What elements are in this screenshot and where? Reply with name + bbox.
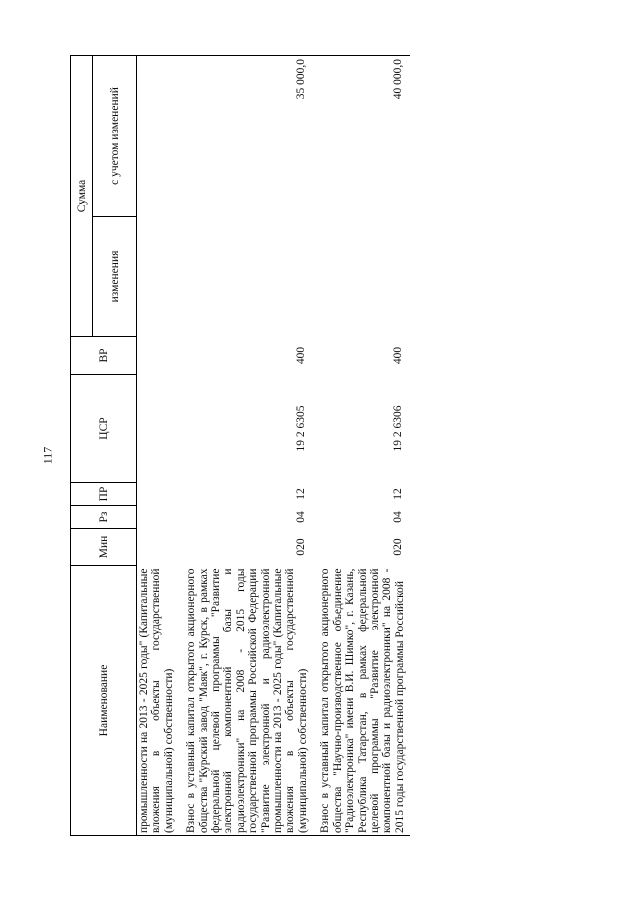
table-row bbox=[137, 55, 180, 835]
row-total: 40 000,0 bbox=[313, 55, 410, 216]
header-s-uchetom: с учетом изменений bbox=[93, 55, 137, 216]
row-vr bbox=[137, 337, 180, 375]
row-min bbox=[137, 529, 180, 566]
row-name: Взнос в уставный капитал открытого акционерного общества "Научно-производственное объединение "Радиоэлектроника" имени В.И. Шимко", г. Казань, Республика Татарстан, в рамках федеральной целевой программы "Развитие электронной компонентной базы и радиоэлектроники" на 2008 - 2015 годы государственной программы Российской bbox=[313, 566, 410, 836]
row-csr bbox=[137, 375, 180, 483]
row-izm bbox=[137, 217, 180, 337]
rotated-page-content bbox=[70, 56, 566, 836]
header-pr: ПР bbox=[71, 483, 137, 506]
header-vr: ВР bbox=[71, 337, 137, 375]
table-row bbox=[313, 55, 410, 835]
header-rz: Рз bbox=[71, 506, 137, 529]
row-vr: 400 bbox=[392, 346, 405, 365]
row-pr: 12 bbox=[295, 488, 308, 500]
row-pr bbox=[137, 483, 180, 506]
budget-table bbox=[70, 55, 410, 836]
header-name: Наименование bbox=[71, 566, 137, 836]
header-sum: Сумма bbox=[71, 55, 93, 336]
table-header bbox=[71, 55, 137, 835]
row-izm bbox=[179, 217, 313, 337]
row-total: 35 000,0 bbox=[179, 55, 313, 216]
row-izm bbox=[313, 217, 410, 337]
row-rz: 04 bbox=[392, 511, 405, 523]
page-number: 117 bbox=[40, 446, 55, 465]
header-csr: ЦСР bbox=[71, 375, 137, 483]
row-csr: 19 2 6305 bbox=[295, 405, 308, 452]
row-total bbox=[137, 55, 180, 216]
row-min: 020 bbox=[295, 538, 308, 556]
row-vr: 400 bbox=[295, 346, 308, 365]
row-csr: 19 2 6306 bbox=[392, 405, 405, 452]
header-min: Мин bbox=[71, 529, 137, 566]
header-izmenenia: изменения bbox=[93, 217, 137, 337]
row-min: 020 bbox=[392, 538, 405, 556]
row-rz: 04 bbox=[295, 511, 308, 523]
row-rz bbox=[137, 506, 180, 529]
row-name: промышленности на 2013 - 2025 годы" (Капитальные вложения в объекты государственной (муниципальной) собственности) bbox=[137, 566, 180, 836]
table-row bbox=[179, 55, 313, 835]
row-name: Взнос в уставный капитал открытого акционерного общества "Курский завод "Маяк", г. Курск, в рамках федеральной целевой программы "Развитие электронной компонентной базы и радиоэлектроники" на 2008 - 2015 годы государственной программы Российской Федерации "Развитие электронной и радиоэлектронной промышленности на 2013 - 2025 годы" (Капитальные вложения в объекты государственной (муниципальной) собственности) bbox=[179, 566, 313, 836]
row-pr: 12 bbox=[392, 488, 405, 500]
